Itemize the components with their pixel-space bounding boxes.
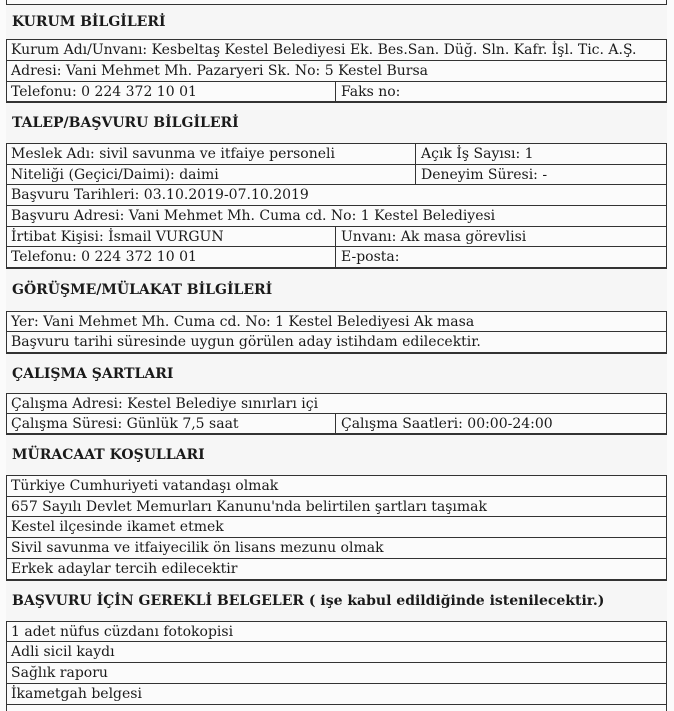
row-basvuru-adresi (6, 206, 667, 227)
section-header-calisma: ÇALIŞMA ŞARTLARI (6, 353, 667, 394)
belge-item (6, 622, 667, 642)
belge-item-text: İkametgah belgesi (11, 686, 142, 702)
muracaat-item-text: 657 Sayılı Devlet Memurları Kanunu'nda belirtilen şartları taşımak (11, 498, 487, 515)
muracaat-item-text: Erkek adaylar tercih edilecektir (11, 561, 238, 577)
basvuru-adresi: Başvuru Adresi: Vani Mehmet Mh. Cuma cd. No: 1 Kestel Belediyesi (11, 208, 496, 224)
calisma-saatleri: Çalışma Saatleri: 00:00-24:00 (335, 414, 667, 433)
talep-telefon: Telefonu: 0 224 372 10 01 (11, 249, 197, 265)
belge-item (6, 663, 667, 684)
row-irtibat (6, 227, 667, 247)
row-gorusme-not (6, 332, 667, 353)
section-header-muracaat: MÜRACAAT KOŞULLARI (6, 434, 667, 476)
row-tarihler (6, 185, 667, 206)
row-niteligi (6, 165, 667, 185)
irtibat-kisisi: İrtibat Kişisi: İsmail VURGUN (11, 228, 224, 245)
section-header-belgeler: BAŞVURU İÇİN GEREKLİ BELGELER ( işe kabul edildiğinde istenilecektir.) (6, 580, 667, 622)
gorusme-yer: Yer: Vani Mehmet Mh. Cuma cd. No: 1 Kestel Belediyesi Ak masa (11, 313, 475, 330)
row-meslek (6, 144, 667, 165)
meslek-adi: Meslek Adı: sivil savunma ve itfaiye personeli (11, 146, 335, 162)
row-talep-telefon (6, 247, 667, 268)
row-kurum-adi (6, 40, 667, 61)
belge-item-text: 1 adet nüfus cüzdanı fotokopisi (11, 623, 234, 640)
section-header-talep: TALEP/BAŞVURU BİLGİLERİ (6, 102, 667, 144)
belge-item-text: Adli sicil kaydı (11, 644, 115, 660)
kurum-telefon: Telefonu: 0 224 372 10 01 (11, 83, 197, 100)
acik-is-sayisi: Açık İş Sayısı: 1 (415, 144, 667, 164)
muracaat-item-text: Sivil savunma ve itfaiyecilik ön lisans mezunu olmak (11, 540, 384, 556)
row-kurum-telefon (6, 82, 667, 102)
kurum-adres: Adresi: Vani Mehmet Mh. Pazaryeri Sk. No: 5 Kestel Bursa (11, 63, 428, 79)
kurum-adi: Kurum Adı/Unvanı: Kesbeltaş Kestel Belediyesi Ek. Bes.San. Düğ. Sln. Kafr. İşl. Tic. A.Ş. (11, 42, 637, 58)
muracaat-item (6, 538, 667, 559)
belge-item (6, 684, 667, 705)
niteligi: Niteliği (Geçici/Daimi): daimi (11, 166, 219, 183)
row-kurum-adres (6, 61, 667, 82)
muracaat-item (6, 517, 667, 538)
belge-item (6, 642, 667, 663)
belge-item-text: Sağlık raporu (11, 665, 108, 681)
row-calisma-suresi (6, 414, 667, 434)
muracaat-item (6, 559, 667, 580)
deneyim-suresi: Deneyim Süresi: - (415, 165, 667, 184)
muracaat-item (6, 476, 667, 497)
basvuru-tarihleri: Başvuru Tarihleri: 03.10.2019-07.10.2019 (11, 187, 309, 203)
eposta: E-posta: (335, 247, 667, 267)
row-gorusme-yer (6, 312, 667, 332)
muracaat-item (6, 497, 667, 517)
muracaat-item-text: Kestel ilçesinde ikamet etmek (11, 519, 224, 535)
unvani: Unvanı: Ak masa görevlisi (335, 227, 667, 246)
row-calisma-adresi (6, 394, 667, 414)
kurum-faks: Faks no: (335, 82, 667, 101)
section-header-kurum: KURUM BİLGİLERİ (6, 4, 667, 40)
calisma-suresi: Çalışma Süresi: Günlük 7,5 saat (11, 415, 239, 432)
gorusme-not: Başvuru tarihi süresinde uygun görülen aday istihdam edilecektir. (11, 334, 481, 350)
muracaat-item-text: Türkiye Cumhuriyeti vatandaşı olmak (11, 478, 279, 494)
section-header-gorusme: GÖRÜŞME/MÜLAKAT BİLGİLERİ (6, 268, 667, 312)
calisma-adresi: Çalışma Adresi: Kestel Belediye sınırları içi (11, 395, 319, 412)
